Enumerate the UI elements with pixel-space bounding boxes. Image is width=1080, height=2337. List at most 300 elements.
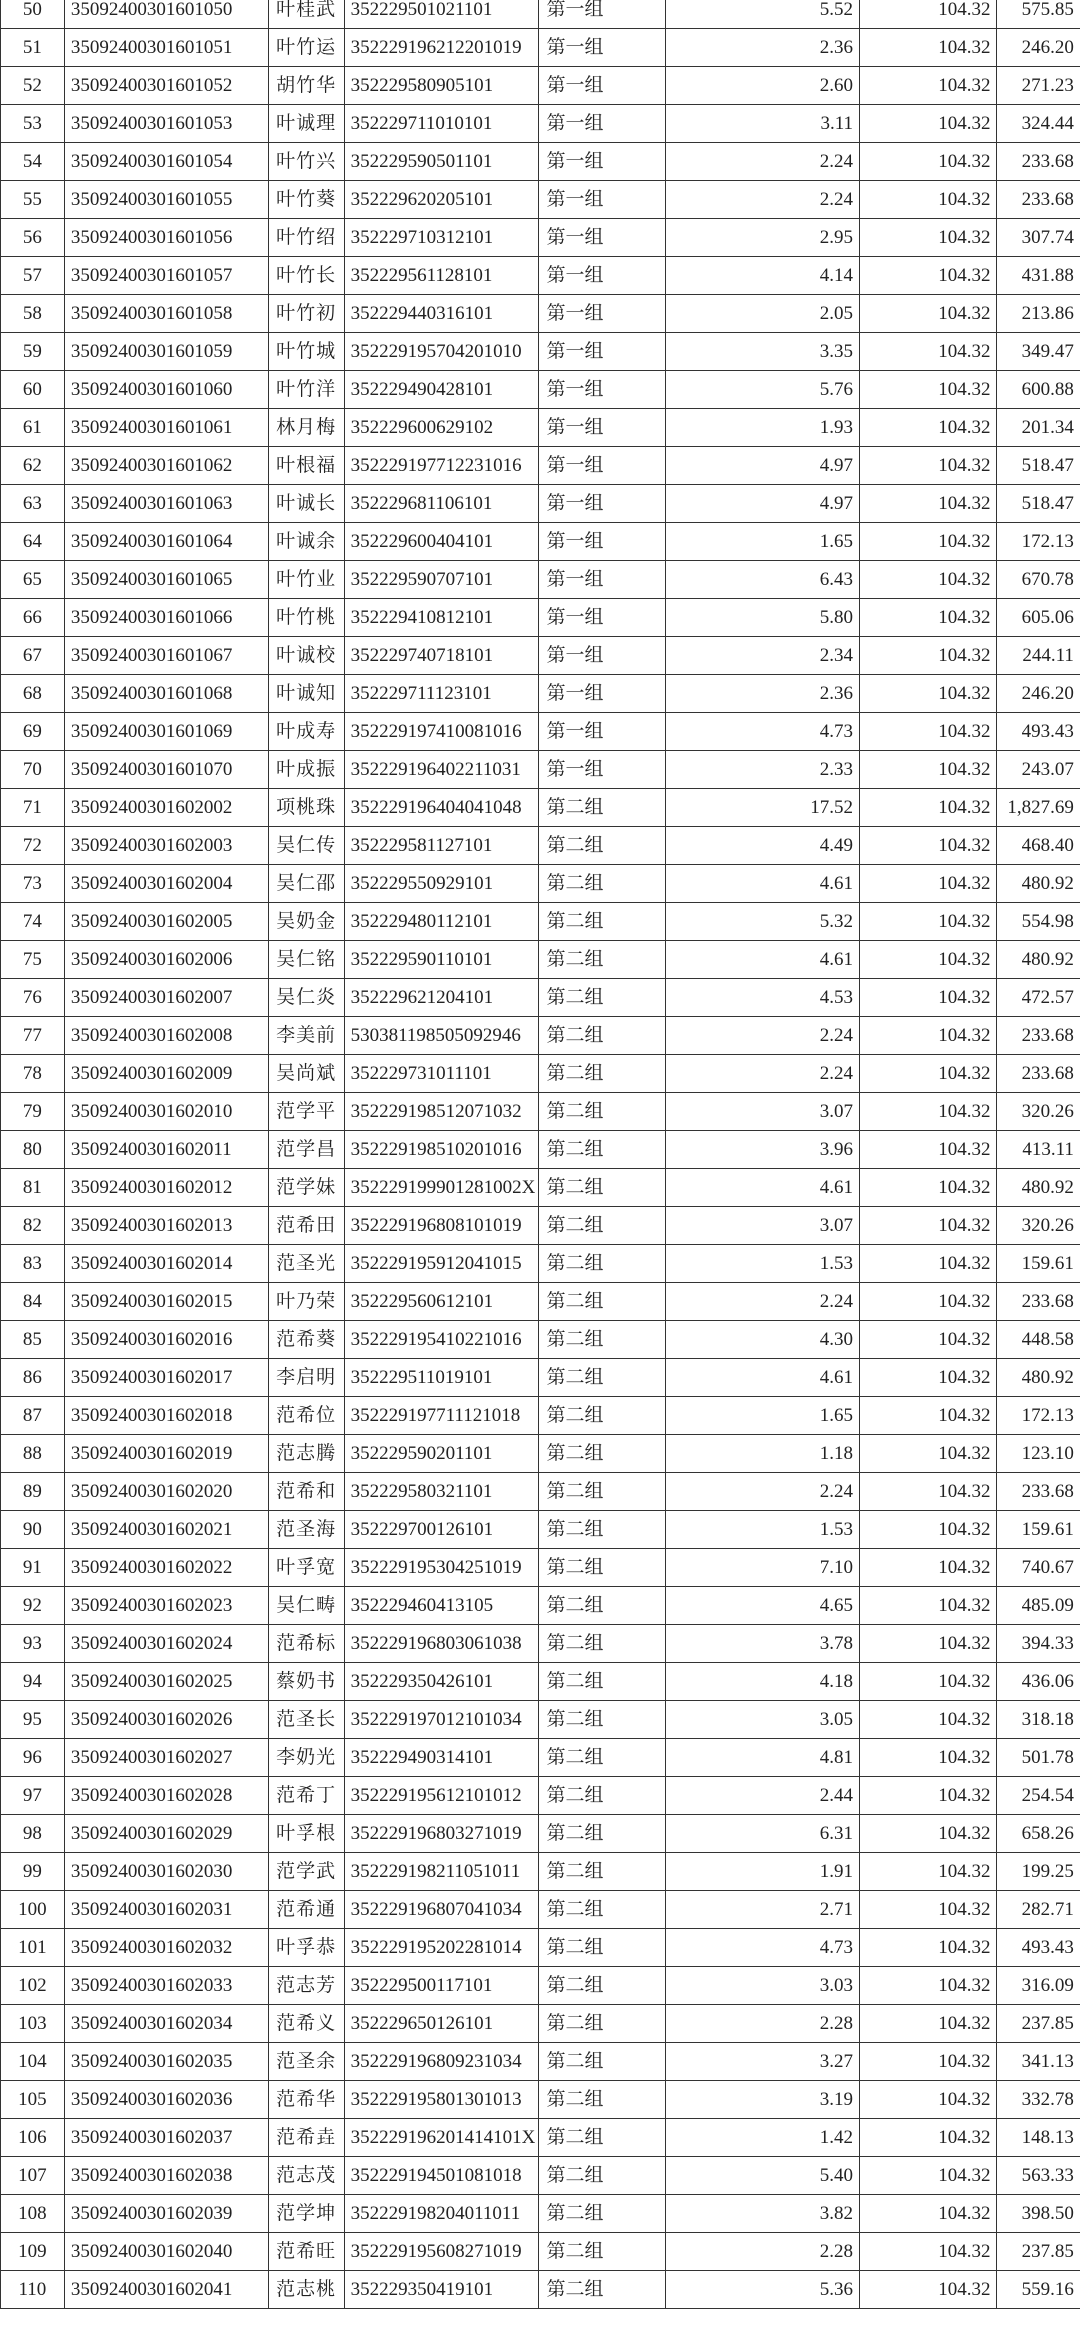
table-row <box>1 979 1080 1017</box>
id-number-cell: 352229198512071032 <box>344 1093 538 1131</box>
household-code-cell: 35092400301602032 <box>64 1929 268 1967</box>
person-name-cell: 叶孚宽 <box>268 1549 344 1587</box>
table-row <box>1 29 1080 67</box>
row-number-cell: 70 <box>1 751 65 789</box>
row-number-cell: 101 <box>1 1929 65 1967</box>
household-code-cell: 35092400301602024 <box>64 1625 268 1663</box>
id-number-cell: 352229600629102 <box>344 409 538 447</box>
area-cell: 4.97 <box>666 485 860 523</box>
household-code-cell: 35092400301601060 <box>64 371 268 409</box>
unit-price-cell: 104.32 <box>860 2271 997 2309</box>
row-number-cell: 73 <box>1 865 65 903</box>
id-number-cell: 530381198505092946 <box>344 1017 538 1055</box>
person-name-cell: 蔡奶书 <box>268 1663 344 1701</box>
row-number-cell: 52 <box>1 67 65 105</box>
person-name-cell: 林月梅 <box>268 409 344 447</box>
person-name-cell: 范希和 <box>268 1473 344 1511</box>
household-code-cell: 35092400301602021 <box>64 1511 268 1549</box>
row-number-cell: 74 <box>1 903 65 941</box>
area-cell: 3.19 <box>666 2081 860 2119</box>
amount-cell: 493.43 <box>997 713 1080 751</box>
area-cell: 6.31 <box>666 1815 860 1853</box>
table-row <box>1 1473 1080 1511</box>
household-code-cell: 35092400301602010 <box>64 1093 268 1131</box>
table-row <box>1 1587 1080 1625</box>
table-row <box>1 903 1080 941</box>
person-name-cell: 叶孚根 <box>268 1815 344 1853</box>
amount-cell: 246.20 <box>997 675 1080 713</box>
area-cell: 2.24 <box>666 1055 860 1093</box>
group-cell: 第二组 <box>538 2271 666 2309</box>
table-body <box>1 0 1080 2309</box>
id-number-cell: 352229196809231034 <box>344 2043 538 2081</box>
id-number-cell: 352229650126101 <box>344 2005 538 2043</box>
id-number-cell: 352229580321101 <box>344 1473 538 1511</box>
table-row <box>1 523 1080 561</box>
person-name-cell: 范圣海 <box>268 1511 344 1549</box>
household-code-cell: 35092400301602016 <box>64 1321 268 1359</box>
area-cell: 5.80 <box>666 599 860 637</box>
household-code-cell: 35092400301601065 <box>64 561 268 599</box>
area-cell: 1.91 <box>666 1853 860 1891</box>
unit-price-cell: 104.32 <box>860 675 997 713</box>
table-row <box>1 1625 1080 1663</box>
unit-price-cell: 104.32 <box>860 1929 997 1967</box>
unit-price-cell: 104.32 <box>860 1321 997 1359</box>
person-name-cell: 范希垚 <box>268 2119 344 2157</box>
household-code-cell: 35092400301602007 <box>64 979 268 1017</box>
id-number-cell: 352229194501081018 <box>344 2157 538 2195</box>
area-cell: 4.61 <box>666 1359 860 1397</box>
unit-price-cell: 104.32 <box>860 2157 997 2195</box>
unit-price-cell: 104.32 <box>860 333 997 371</box>
amount-cell: 246.20 <box>997 29 1080 67</box>
amount-cell: 436.06 <box>997 1663 1080 1701</box>
person-name-cell: 吴仁邵 <box>268 865 344 903</box>
group-cell: 第一组 <box>538 371 666 409</box>
area-cell: 3.07 <box>666 1093 860 1131</box>
area-cell: 2.24 <box>666 143 860 181</box>
person-name-cell: 叶竹运 <box>268 29 344 67</box>
group-cell: 第一组 <box>538 333 666 371</box>
group-cell: 第二组 <box>538 1017 666 1055</box>
unit-price-cell: 104.32 <box>860 29 997 67</box>
amount-cell: 233.68 <box>997 143 1080 181</box>
area-cell: 17.52 <box>666 789 860 827</box>
area-cell: 3.27 <box>666 2043 860 2081</box>
area-cell: 5.32 <box>666 903 860 941</box>
table-row <box>1 1929 1080 1967</box>
group-cell: 第二组 <box>538 1359 666 1397</box>
group-cell: 第二组 <box>538 1169 666 1207</box>
row-number-cell: 53 <box>1 105 65 143</box>
household-code-cell: 35092400301601050 <box>64 0 268 29</box>
id-number-cell: 352229621204101 <box>344 979 538 1017</box>
group-cell: 第二组 <box>538 1815 666 1853</box>
area-cell: 4.14 <box>666 257 860 295</box>
amount-cell: 172.13 <box>997 1397 1080 1435</box>
id-number-cell: 352229590110101 <box>344 941 538 979</box>
unit-price-cell: 104.32 <box>860 865 997 903</box>
id-number-cell: 352229196212201019 <box>344 29 538 67</box>
row-number-cell: 94 <box>1 1663 65 1701</box>
amount-cell: 658.26 <box>997 1815 1080 1853</box>
unit-price-cell: 104.32 <box>860 1359 997 1397</box>
household-code-cell: 35092400301602019 <box>64 1435 268 1473</box>
person-name-cell: 李启明 <box>268 1359 344 1397</box>
amount-cell: 237.85 <box>997 2005 1080 2043</box>
amount-cell: 233.68 <box>997 1283 1080 1321</box>
table-row <box>1 789 1080 827</box>
household-code-cell: 35092400301602004 <box>64 865 268 903</box>
id-number-cell: 352229195202281014 <box>344 1929 538 1967</box>
household-code-cell: 35092400301601069 <box>64 713 268 751</box>
area-cell: 3.78 <box>666 1625 860 1663</box>
area-cell: 2.44 <box>666 1777 860 1815</box>
id-number-cell: 352229197711121018 <box>344 1397 538 1435</box>
group-cell: 第一组 <box>538 485 666 523</box>
row-number-cell: 97 <box>1 1777 65 1815</box>
group-cell: 第二组 <box>538 1701 666 1739</box>
person-name-cell: 吴仁畴 <box>268 1587 344 1625</box>
amount-cell: 307.74 <box>997 219 1080 257</box>
amount-cell: 332.78 <box>997 2081 1080 2119</box>
unit-price-cell: 104.32 <box>860 637 997 675</box>
household-code-cell: 35092400301602003 <box>64 827 268 865</box>
person-name-cell: 吴仁炎 <box>268 979 344 1017</box>
id-number-cell: 352229620205101 <box>344 181 538 219</box>
person-name-cell: 范圣长 <box>268 1701 344 1739</box>
household-code-cell: 35092400301602031 <box>64 1891 268 1929</box>
id-number-cell: 352229195704201010 <box>344 333 538 371</box>
group-cell: 第二组 <box>538 1967 666 2005</box>
unit-price-cell: 104.32 <box>860 1169 997 1207</box>
row-number-cell: 86 <box>1 1359 65 1397</box>
id-number-cell: 352229195912041015 <box>344 1245 538 1283</box>
group-cell: 第二组 <box>538 1131 666 1169</box>
group-cell: 第二组 <box>538 1511 666 1549</box>
amount-cell: 468.40 <box>997 827 1080 865</box>
amount-cell: 320.26 <box>997 1207 1080 1245</box>
area-cell: 4.73 <box>666 713 860 751</box>
household-code-cell: 35092400301602008 <box>64 1017 268 1055</box>
group-cell: 第一组 <box>538 637 666 675</box>
row-number-cell: 98 <box>1 1815 65 1853</box>
household-code-cell: 35092400301602009 <box>64 1055 268 1093</box>
area-cell: 4.61 <box>666 865 860 903</box>
id-number-cell: 352229511019101 <box>344 1359 538 1397</box>
person-name-cell: 叶竹业 <box>268 561 344 599</box>
area-cell: 1.65 <box>666 523 860 561</box>
person-name-cell: 叶竹洋 <box>268 371 344 409</box>
amount-cell: 123.10 <box>997 1435 1080 1473</box>
amount-cell: 670.78 <box>997 561 1080 599</box>
row-number-cell: 63 <box>1 485 65 523</box>
area-cell: 2.33 <box>666 751 860 789</box>
area-cell: 2.95 <box>666 219 860 257</box>
id-number-cell: 352229580905101 <box>344 67 538 105</box>
person-name-cell: 范希通 <box>268 1891 344 1929</box>
row-number-cell: 103 <box>1 2005 65 2043</box>
household-code-cell: 35092400301601062 <box>64 447 268 485</box>
unit-price-cell: 104.32 <box>860 1017 997 1055</box>
row-number-cell: 78 <box>1 1055 65 1093</box>
person-name-cell: 李美前 <box>268 1017 344 1055</box>
row-number-cell: 64 <box>1 523 65 561</box>
id-number-cell: 352229711123101 <box>344 675 538 713</box>
unit-price-cell: 104.32 <box>860 181 997 219</box>
household-code-cell: 35092400301602041 <box>64 2271 268 2309</box>
group-cell: 第一组 <box>538 181 666 219</box>
row-number-cell: 102 <box>1 1967 65 2005</box>
table-row <box>1 2119 1080 2157</box>
household-code-cell: 35092400301601067 <box>64 637 268 675</box>
group-cell: 第二组 <box>538 827 666 865</box>
amount-cell: 324.44 <box>997 105 1080 143</box>
amount-cell: 740.67 <box>997 1549 1080 1587</box>
amount-cell: 480.92 <box>997 1359 1080 1397</box>
id-number-cell: 352229198211051011 <box>344 1853 538 1891</box>
area-cell: 4.65 <box>666 1587 860 1625</box>
household-code-cell: 35092400301602038 <box>64 2157 268 2195</box>
group-cell: 第二组 <box>538 1777 666 1815</box>
table-row <box>1 333 1080 371</box>
amount-cell: 394.33 <box>997 1625 1080 1663</box>
amount-cell: 159.61 <box>997 1245 1080 1283</box>
area-cell: 5.76 <box>666 371 860 409</box>
table-row <box>1 675 1080 713</box>
group-cell: 第一组 <box>538 295 666 333</box>
person-name-cell: 范学武 <box>268 1853 344 1891</box>
person-name-cell: 范希旺 <box>268 2233 344 2271</box>
row-number-cell: 75 <box>1 941 65 979</box>
row-number-cell: 80 <box>1 1131 65 1169</box>
amount-cell: 341.13 <box>997 2043 1080 2081</box>
row-number-cell: 82 <box>1 1207 65 1245</box>
household-code-cell: 35092400301602013 <box>64 1207 268 1245</box>
row-number-cell: 66 <box>1 599 65 637</box>
area-cell: 4.30 <box>666 1321 860 1359</box>
unit-price-cell: 104.32 <box>860 1853 997 1891</box>
id-number-cell: 352229581127101 <box>344 827 538 865</box>
area-cell: 4.61 <box>666 1169 860 1207</box>
id-number-cell: 352229731011101 <box>344 1055 538 1093</box>
row-number-cell: 51 <box>1 29 65 67</box>
person-name-cell: 范希标 <box>268 1625 344 1663</box>
person-name-cell: 叶竹葵 <box>268 181 344 219</box>
id-number-cell: 352229590501101 <box>344 143 538 181</box>
unit-price-cell: 104.32 <box>860 827 997 865</box>
table-row <box>1 143 1080 181</box>
person-name-cell: 胡竹华 <box>268 67 344 105</box>
table-row <box>1 2157 1080 2195</box>
person-name-cell: 叶竹绍 <box>268 219 344 257</box>
group-cell: 第二组 <box>538 1549 666 1587</box>
area-cell: 2.28 <box>666 2005 860 2043</box>
household-code-cell: 35092400301602012 <box>64 1169 268 1207</box>
row-number-cell: 92 <box>1 1587 65 1625</box>
amount-cell: 413.11 <box>997 1131 1080 1169</box>
group-cell: 第二组 <box>538 2119 666 2157</box>
amount-cell: 172.13 <box>997 523 1080 561</box>
unit-price-cell: 104.32 <box>860 1245 997 1283</box>
row-number-cell: 106 <box>1 2119 65 2157</box>
table-row <box>1 2043 1080 2081</box>
household-code-cell: 35092400301602014 <box>64 1245 268 1283</box>
table-row <box>1 1397 1080 1435</box>
person-name-cell: 范学坤 <box>268 2195 344 2233</box>
id-number-cell: 352229196807041034 <box>344 1891 538 1929</box>
unit-price-cell: 104.32 <box>860 1093 997 1131</box>
row-number-cell: 95 <box>1 1701 65 1739</box>
household-code-cell: 35092400301602033 <box>64 1967 268 2005</box>
group-cell: 第一组 <box>538 29 666 67</box>
table-row <box>1 561 1080 599</box>
row-number-cell: 55 <box>1 181 65 219</box>
household-code-cell: 35092400301602015 <box>64 1283 268 1321</box>
table-row <box>1 637 1080 675</box>
amount-cell: 316.09 <box>997 1967 1080 2005</box>
row-number-cell: 108 <box>1 2195 65 2233</box>
person-name-cell: 叶诚校 <box>268 637 344 675</box>
person-name-cell: 范志桃 <box>268 2271 344 2309</box>
row-number-cell: 109 <box>1 2233 65 2271</box>
amount-cell: 233.68 <box>997 1017 1080 1055</box>
id-number-cell: 352229600404101 <box>344 523 538 561</box>
person-name-cell: 范志芳 <box>268 1967 344 2005</box>
id-number-cell: 352229590707101 <box>344 561 538 599</box>
unit-price-cell: 104.32 <box>860 371 997 409</box>
amount-cell: 271.23 <box>997 67 1080 105</box>
table-row <box>1 1701 1080 1739</box>
table-row <box>1 2081 1080 2119</box>
row-number-cell: 83 <box>1 1245 65 1283</box>
table-row <box>1 1435 1080 1473</box>
table-row <box>1 1207 1080 1245</box>
person-name-cell: 叶竹桃 <box>268 599 344 637</box>
area-cell: 5.40 <box>666 2157 860 2195</box>
area-cell: 4.53 <box>666 979 860 1017</box>
table-row <box>1 599 1080 637</box>
person-name-cell: 叶根福 <box>268 447 344 485</box>
amount-cell: 485.09 <box>997 1587 1080 1625</box>
id-number-cell: 352229196402211031 <box>344 751 538 789</box>
area-cell: 3.11 <box>666 105 860 143</box>
id-number-cell: 352229681106101 <box>344 485 538 523</box>
group-cell: 第二组 <box>538 2081 666 2119</box>
group-cell: 第一组 <box>538 675 666 713</box>
row-number-cell: 107 <box>1 2157 65 2195</box>
unit-price-cell: 104.32 <box>860 295 997 333</box>
person-name-cell: 叶竹兴 <box>268 143 344 181</box>
area-cell: 3.82 <box>666 2195 860 2233</box>
group-cell: 第二组 <box>538 1207 666 1245</box>
household-code-cell: 35092400301602023 <box>64 1587 268 1625</box>
unit-price-cell: 104.32 <box>860 1473 997 1511</box>
id-number-cell: 352229490428101 <box>344 371 538 409</box>
id-number-cell: 352229501021101 <box>344 0 538 29</box>
unit-price-cell: 104.32 <box>860 1549 997 1587</box>
area-cell: 5.52 <box>666 0 860 29</box>
unit-price-cell: 104.32 <box>860 409 997 447</box>
household-code-cell: 35092400301602035 <box>64 2043 268 2081</box>
row-number-cell: 85 <box>1 1321 65 1359</box>
group-cell: 第一组 <box>538 447 666 485</box>
household-code-cell: 35092400301602018 <box>64 1397 268 1435</box>
person-name-cell: 李奶光 <box>268 1739 344 1777</box>
table-row <box>1 1321 1080 1359</box>
table-row <box>1 827 1080 865</box>
amount-cell: 254.54 <box>997 1777 1080 1815</box>
row-number-cell: 60 <box>1 371 65 409</box>
group-cell: 第二组 <box>538 903 666 941</box>
group-cell: 第二组 <box>538 865 666 903</box>
unit-price-cell: 104.32 <box>860 789 997 827</box>
household-code-cell: 35092400301601057 <box>64 257 268 295</box>
row-number-cell: 65 <box>1 561 65 599</box>
person-name-cell: 叶竹初 <box>268 295 344 333</box>
unit-price-cell: 104.32 <box>860 1777 997 1815</box>
household-code-cell: 35092400301602036 <box>64 2081 268 2119</box>
id-number-cell: 352229560612101 <box>344 1283 538 1321</box>
row-number-cell: 79 <box>1 1093 65 1131</box>
household-code-cell: 35092400301602029 <box>64 1815 268 1853</box>
area-cell: 1.18 <box>666 1435 860 1473</box>
household-code-cell: 35092400301601055 <box>64 181 268 219</box>
person-name-cell: 范志腾 <box>268 1435 344 1473</box>
unit-price-cell: 104.32 <box>860 143 997 181</box>
unit-price-cell: 104.32 <box>860 941 997 979</box>
row-number-cell: 68 <box>1 675 65 713</box>
household-code-cell: 35092400301601051 <box>64 29 268 67</box>
household-code-cell: 35092400301601054 <box>64 143 268 181</box>
person-name-cell: 叶诚长 <box>268 485 344 523</box>
table-row <box>1 1815 1080 1853</box>
household-code-cell: 35092400301602005 <box>64 903 268 941</box>
id-number-cell: 352229196404041048 <box>344 789 538 827</box>
amount-cell: 518.47 <box>997 447 1080 485</box>
table-row <box>1 1511 1080 1549</box>
id-number-cell: 352229480112101 <box>344 903 538 941</box>
household-code-cell: 35092400301602040 <box>64 2233 268 2271</box>
unit-price-cell: 104.32 <box>860 105 997 143</box>
area-cell: 4.73 <box>666 1929 860 1967</box>
amount-cell: 318.18 <box>997 1701 1080 1739</box>
amount-cell: 243.07 <box>997 751 1080 789</box>
person-name-cell: 范圣光 <box>268 1245 344 1283</box>
row-number-cell: 81 <box>1 1169 65 1207</box>
person-name-cell: 范希义 <box>268 2005 344 2043</box>
person-name-cell: 叶诚理 <box>268 105 344 143</box>
area-cell: 3.03 <box>666 1967 860 2005</box>
person-name-cell: 范希田 <box>268 1207 344 1245</box>
unit-price-cell: 104.32 <box>860 1207 997 1245</box>
person-name-cell: 叶竹长 <box>268 257 344 295</box>
amount-cell: 480.92 <box>997 1169 1080 1207</box>
unit-price-cell: 104.32 <box>860 67 997 105</box>
id-number-cell: 352229195304251019 <box>344 1549 538 1587</box>
id-number-cell: 352229196803271019 <box>344 1815 538 1853</box>
amount-cell: 1,827.69 <box>997 789 1080 827</box>
group-cell: 第二组 <box>538 1663 666 1701</box>
amount-cell: 233.68 <box>997 1055 1080 1093</box>
group-cell: 第二组 <box>538 2195 666 2233</box>
unit-price-cell: 104.32 <box>860 219 997 257</box>
unit-price-cell: 104.32 <box>860 485 997 523</box>
amount-cell: 605.06 <box>997 599 1080 637</box>
group-cell: 第二组 <box>538 979 666 1017</box>
area-cell: 3.05 <box>666 1701 860 1739</box>
